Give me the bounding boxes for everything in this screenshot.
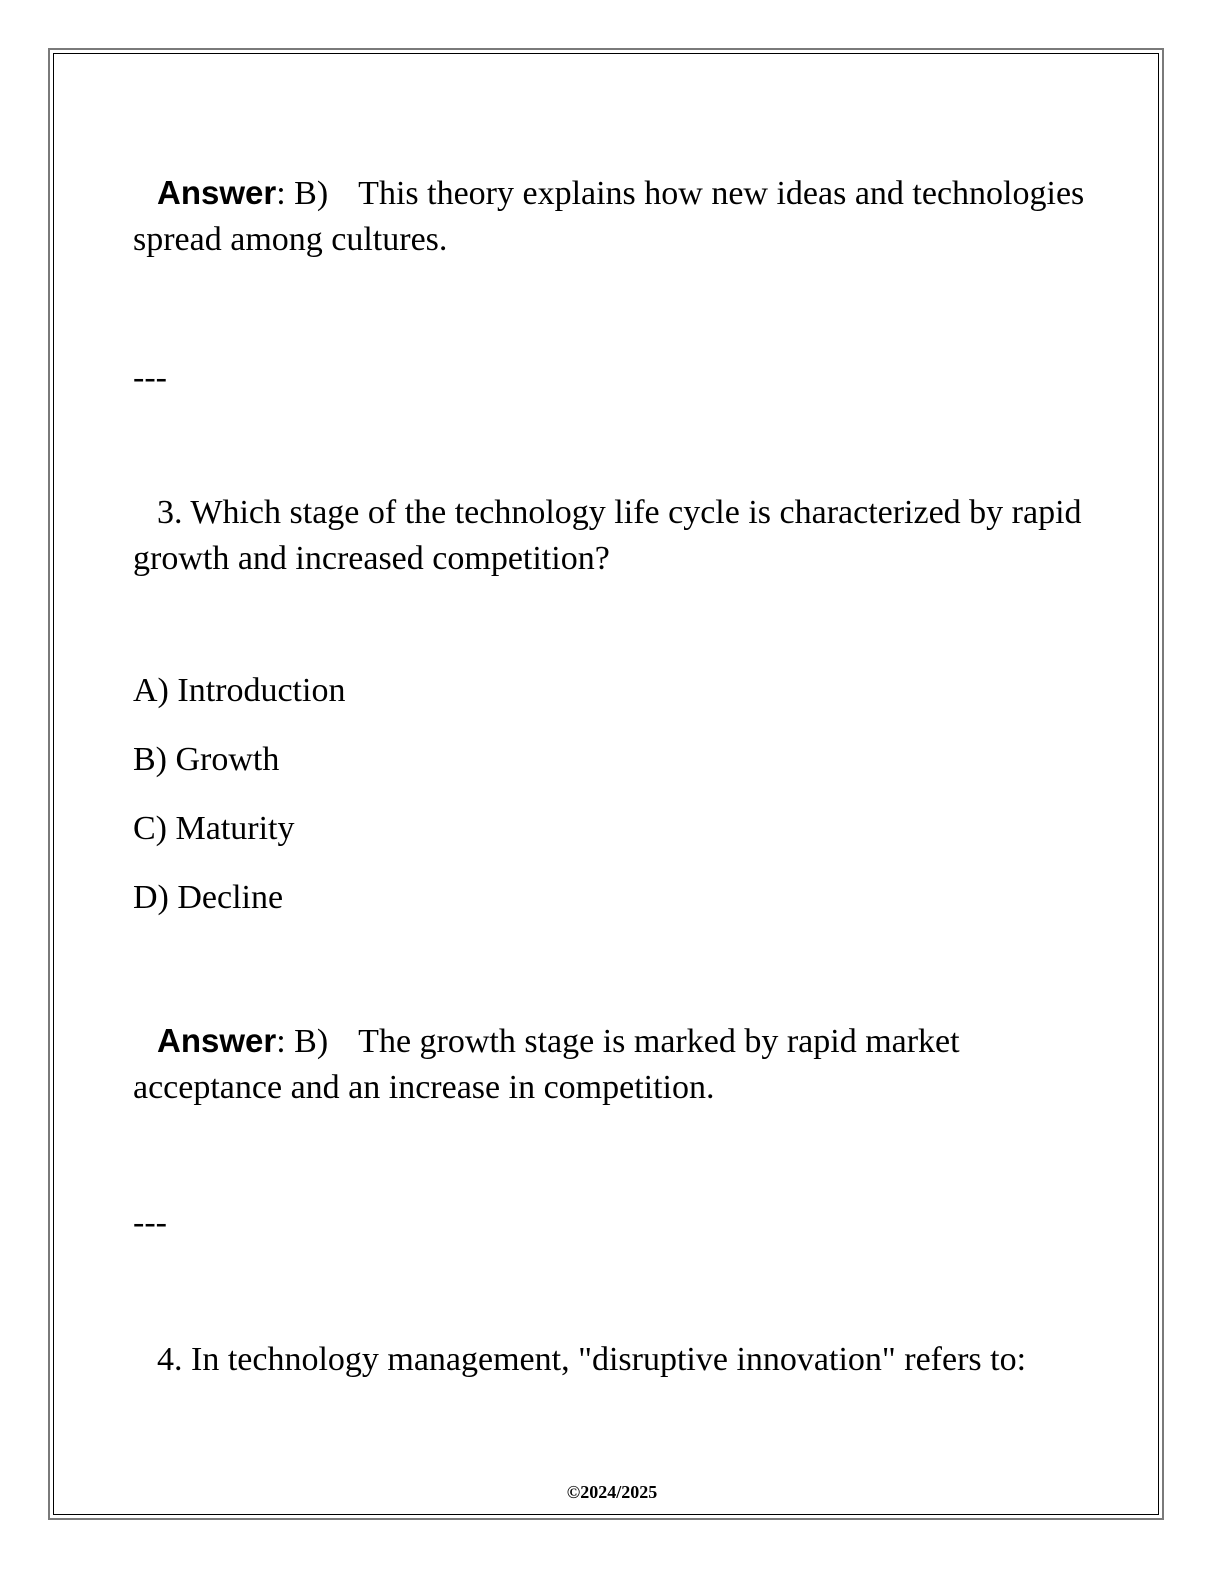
answer-explanation: The growth stage is marked by rapid market acceptance and an increase in competition. [133,1023,960,1106]
option-a: A) Introduction [133,672,346,709]
question-3 [133,490,1093,582]
page-border-inner [53,53,1159,1515]
question-text: 4. In technology management, "disruptive innovation" refers to: [157,1341,1027,1378]
answer-separator: : [276,1023,295,1060]
option-b: B) Growth [133,741,280,778]
answer-explanation: This theory explains how new ideas and technologies spread among cultures. [133,175,1085,258]
answer-block-1 [133,170,1093,263]
answer-label: Answer [157,1022,277,1059]
answer-label: Answer [157,174,277,211]
divider: --- [133,1204,167,1241]
divider: --- [133,359,167,396]
answer-block-3 [133,1018,1093,1111]
option-c: C) Maturity [133,810,295,847]
footer-copyright: ©2024/2025 [566,1482,658,1502]
answer-separator: : [276,175,295,212]
question-text: 3. Which stage of the technology life cycle is characterized by rapid growth and increased competition? [133,494,1082,577]
option-d: D) Decline [133,879,284,916]
question-4 [133,1337,1133,1383]
answer-choice: B) [294,175,329,212]
answer-choice: B) [294,1023,329,1060]
